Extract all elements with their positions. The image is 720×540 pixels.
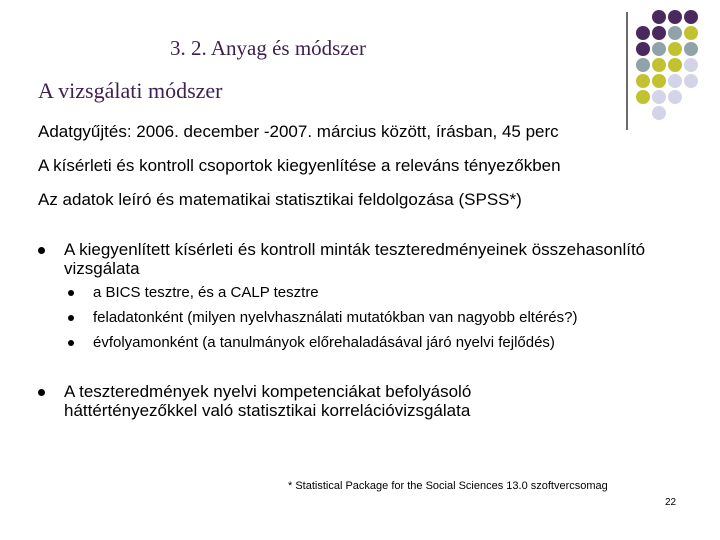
subbullet-text: a BICS tesztre, és a CALP tesztre [93, 284, 319, 301]
bullet-text: A teszteredmények nyelvi kompetenciákat befolyásoló háttértényezőkkel való statisztikai korrelációvizsgálata [64, 382, 472, 420]
bullet-icon [38, 247, 45, 254]
bullet-icon [68, 315, 74, 321]
decorative-dot [652, 90, 666, 104]
subbullet-text: feladatonként (milyen nyelvhasználati mutatókban van nagyobb eltérés?) [93, 309, 578, 326]
section-heading: 3. 2. Anyag és módszer [170, 36, 366, 60]
subbullet-text: évfolyamonként (a tanulmányok előrehaladásával járó nyelvi fejlődés) [93, 334, 555, 351]
decorative-dot [652, 58, 666, 72]
method-line-data-collection: Adatgyűjtés: 2006. december -2007. március között, írásban, 45 perc [38, 122, 559, 141]
bullet-icon [68, 290, 74, 296]
footnote: * Statistical Package for the Social Sciences 13.0 szoftvercsomag [288, 480, 608, 492]
decorative-dot [636, 90, 650, 104]
decorative-dot [684, 74, 698, 88]
decorative-dot [652, 106, 666, 120]
decorative-dot [636, 42, 650, 56]
decorative-dot [652, 10, 666, 24]
decorative-divider [626, 12, 628, 130]
decorative-dot [684, 58, 698, 72]
page-number: 22 [665, 497, 677, 508]
decorative-dot [636, 74, 650, 88]
decorative-dot [636, 58, 650, 72]
decorative-dot [668, 90, 682, 104]
decorative-dot [668, 74, 682, 88]
decorative-dot [668, 26, 682, 40]
decorative-dot [684, 42, 698, 56]
decorative-dot [668, 42, 682, 56]
method-line-balancing: A kísérleti és kontroll csoportok kiegyenlítése a releváns tényezőkben [38, 156, 561, 175]
decorative-dot [652, 26, 666, 40]
bullet-icon [38, 389, 45, 396]
bullet-text: A kiegyenlített kísérleti és kontroll minták teszteredményeinek összehasonlító vizsgálata [64, 240, 646, 278]
decorative-dot [652, 74, 666, 88]
decorative-dot [684, 10, 698, 24]
slide-title: A vizsgálati módszer [38, 78, 223, 103]
decorative-dot [652, 42, 666, 56]
decorative-dot [636, 26, 650, 40]
bullet-icon [68, 340, 74, 346]
decorative-dot [684, 26, 698, 40]
method-line-statistics: Az adatok leíró és matematikai statisztikai feldolgozása (SPSS*) [38, 190, 522, 209]
decorative-dot [668, 58, 682, 72]
decorative-dot [668, 10, 682, 24]
